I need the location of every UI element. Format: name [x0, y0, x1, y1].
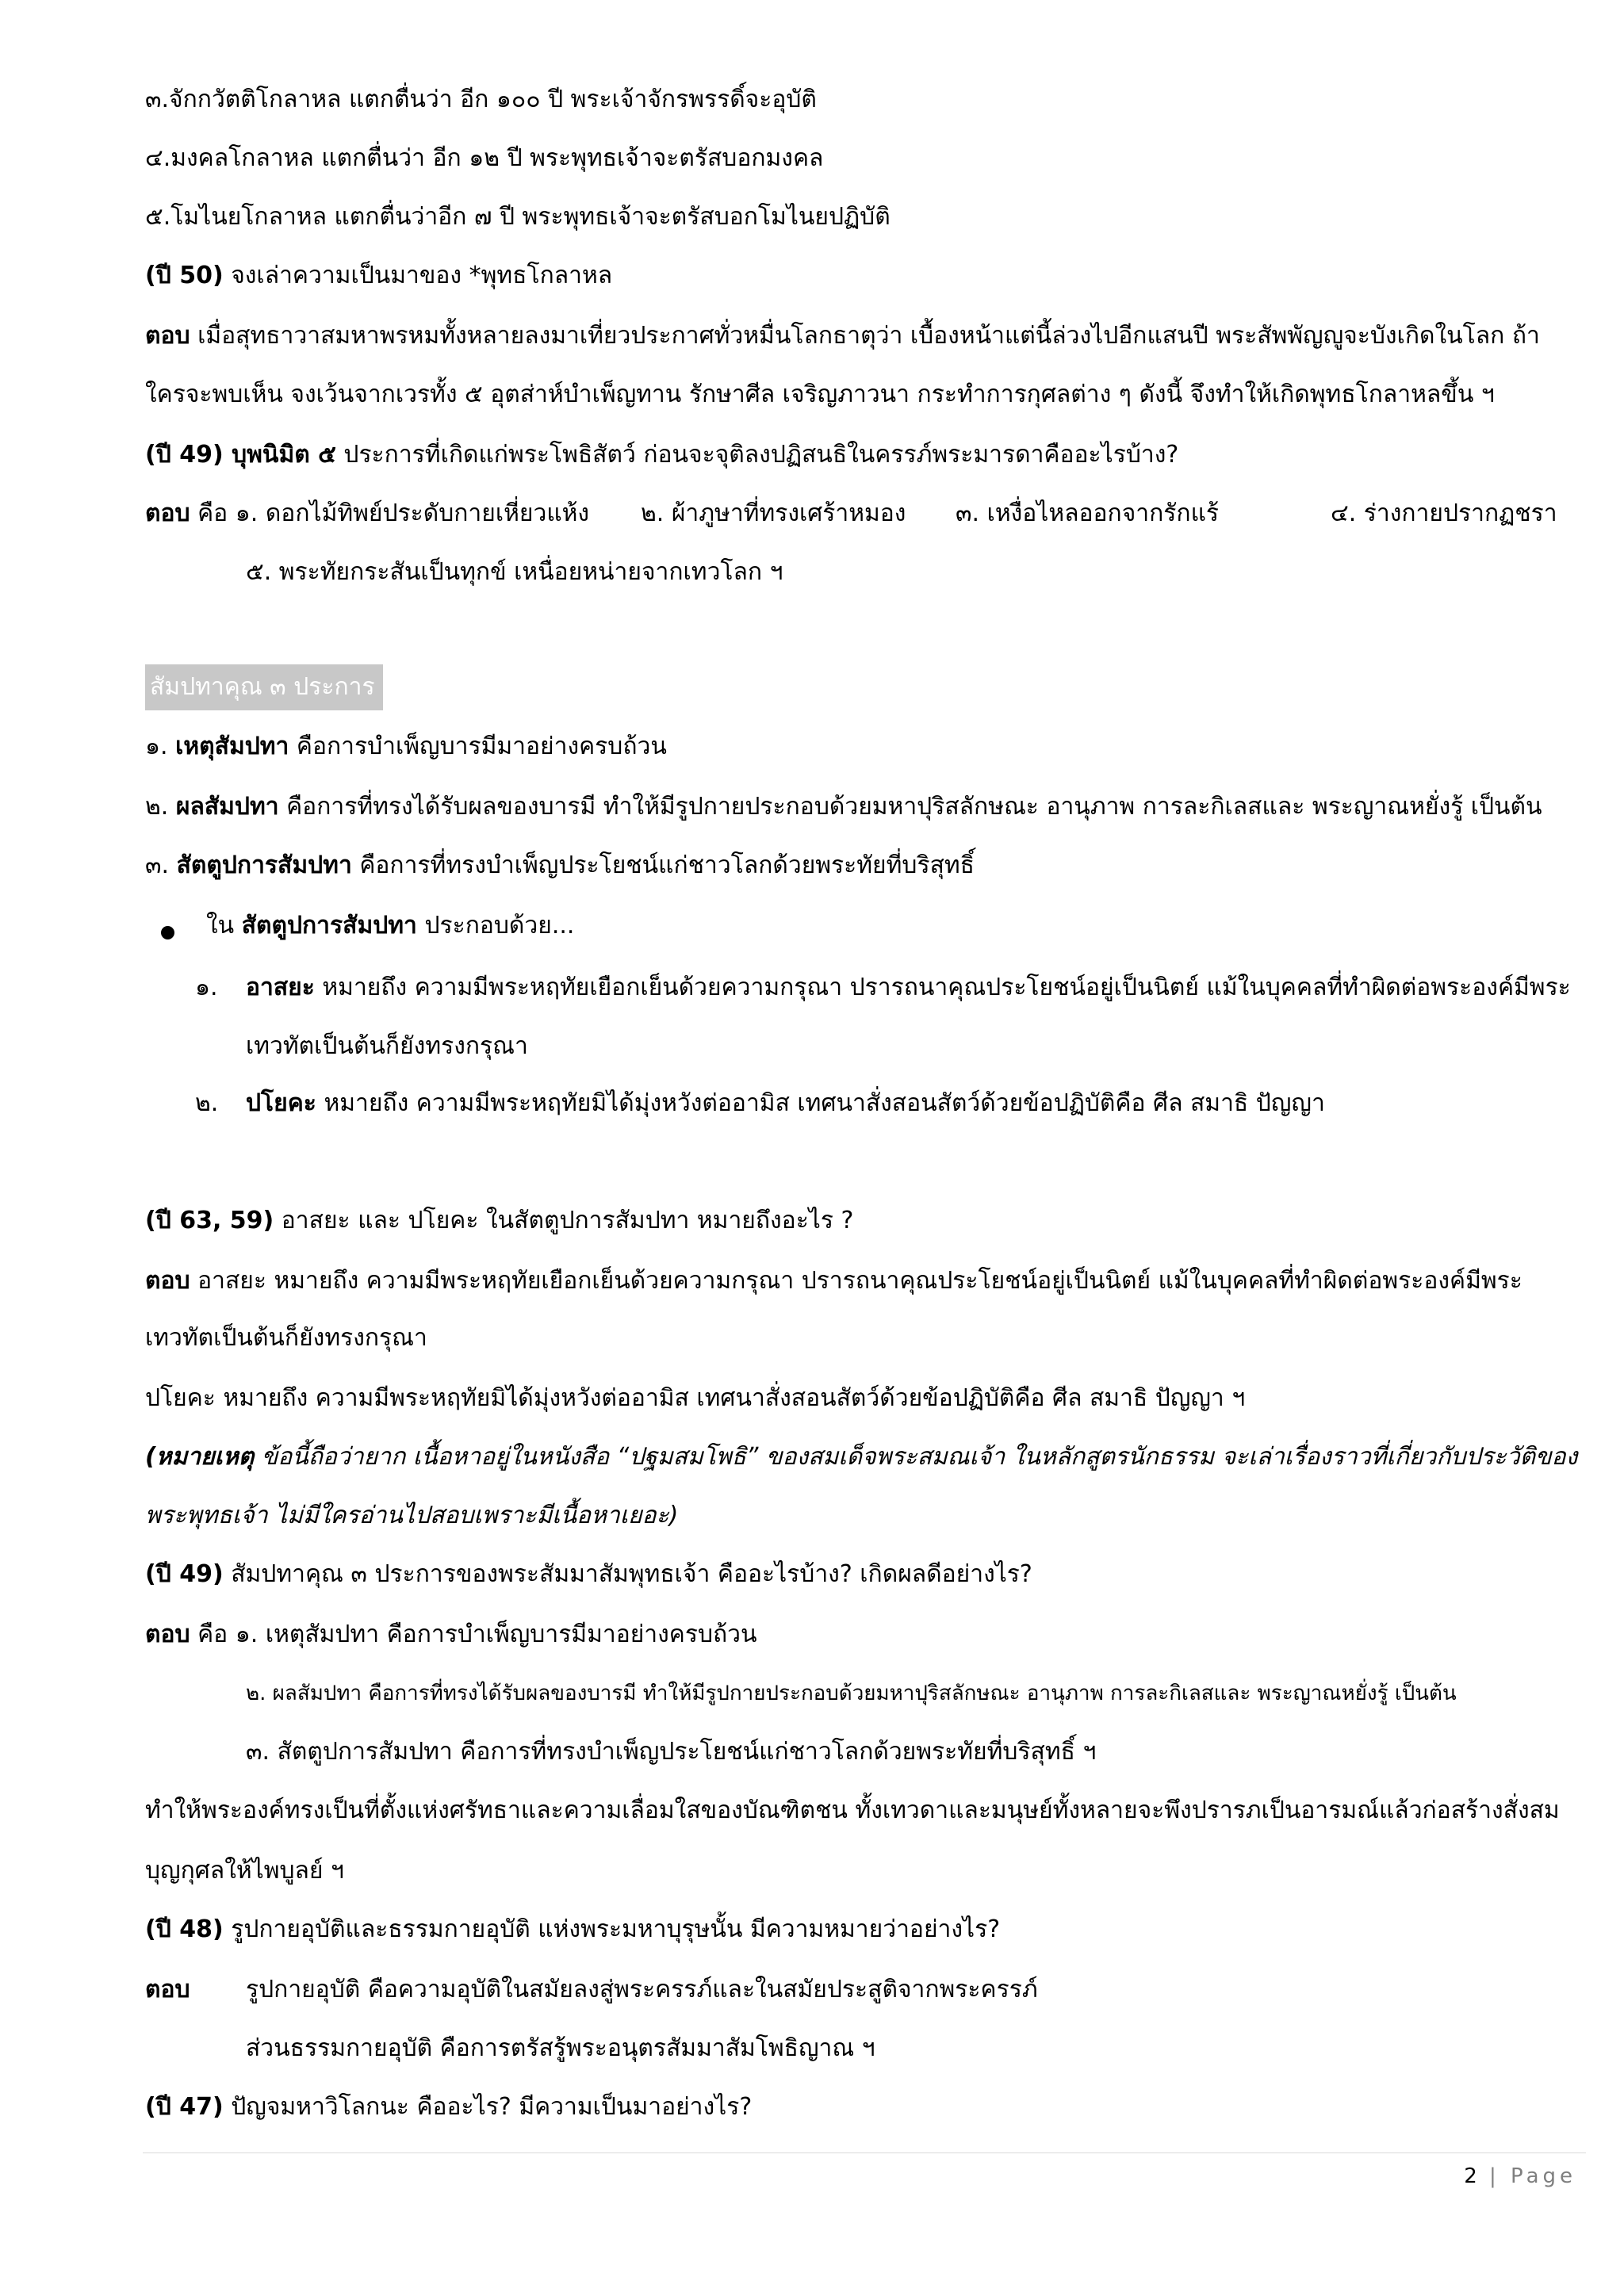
- answer-label: ตอบ: [145, 1976, 190, 2003]
- question-text: จงเล่าความเป็นมาของ *พุทธโกลาหล: [223, 262, 613, 289]
- answer-text: คือ ๑. เหตุสัมปทา คือการบำเพ็ญบารมีมาอย่างครบถ้วน: [190, 1621, 757, 1648]
- answer-line: บุญกุศลให้ไพบูลย์ ฯ: [145, 1857, 344, 1885]
- note-line: พระพุทธเจ้า ไม่มีใครอ่านไปสอบเพราะมีเนื้อหาเยอะ): [145, 1502, 679, 1529]
- list-item: [145, 848, 975, 883]
- text-line: ๕.โมไนยโกลาหล แตกตื่นว่าอีก ๗ ปี พระพุทธเจ้าจะตรัสบอกโมไนยปฏิบัติ: [145, 203, 891, 231]
- question-text: สัมปทาคุณ ๓ ประการของพระสัมมาสัมพุทธเจ้า คืออะไรบ้าง? เกิดผลดีอย่างไร?: [223, 1560, 1032, 1588]
- text-line: ๓.จักกวัตติโกลาหล แตกตื่นว่า อีก ๑๐๐ ปี พระเจ้าจักรพรรดิ์จะอุบัติ: [145, 86, 817, 113]
- note-text: ข้อนี้ถือว่ายาก เนื้อหาอยู่ในหนังสือ “ปฐมสมโพธิ” ของสมเด็จพระสมณเจ้า ในหลักสูตรนักธรรม จะเล่าเรื่องราวที่เกี่ยวกับประวัติของ: [254, 1443, 1578, 1471]
- footer-divider: [143, 2152, 1586, 2153]
- answer-label: ตอบ: [145, 1267, 190, 1295]
- answer-line: [145, 319, 1540, 354]
- answer-text: อาสยะ หมายถึง ความมีพระหฤทัยเยือกเย็นด้วยความกรุณา ปรารถนาคุณประโยชน์อยู่เป็นนิตย์ แม้ในบุคคลที่ทำผิดต่อพระองค์มีพระ: [190, 1267, 1522, 1295]
- bullet-text: ประกอบด้วย...: [416, 912, 575, 939]
- answer-label: ตอบ: [145, 1621, 190, 1648]
- question-year-tag: (ปี 63, 59): [145, 1207, 274, 1234]
- answer-line: รูปกายอุบัติ คือความอุบัติในสมัยลงสู่พระครรภ์และในสมัยประสูติจากพระครรภ์: [246, 1976, 1038, 2003]
- list-item: [145, 790, 1542, 825]
- question-year-tag: (ปี 50): [145, 262, 224, 289]
- list-number: ๓.: [145, 851, 177, 879]
- list-text: คือการที่ทรงได้รับผลของบารมี ทำให้มีรูปกายประกอบด้วยมหาปุริสลักษณะ อานุภาพ การละกิเลสและ พระญาณหยั่งรู้ เป็นต้น: [278, 793, 1542, 821]
- answer-line: [145, 1617, 757, 1652]
- text-line: ๔.มงคลโกลาหล แตกตื่นว่า อีก ๑๒ ปี พระพุทธเจ้าจะตรัสบอกมงคล: [145, 144, 824, 172]
- answer-line: เทวทัตเป็นต้นก็ยังทรงกรุณา: [145, 1324, 427, 1352]
- question-year-tag: (ปี 49): [145, 1560, 224, 1588]
- section-heading: สัมปทาคุณ ๓ ประการ: [145, 664, 383, 710]
- page-footer: [1464, 2162, 1576, 2191]
- answer-line: ทำให้พระองค์ทรงเป็นที่ตั้งแห่งศรัทธาและความเลื่อมใสของบัณฑิตชน ทั้งเทวดาและมนุษย์ทั้งหลายจะพึงปรารภเป็นอารมณ์แล้วก่อสร้างสั่งสม: [145, 1797, 1560, 1824]
- answer-line: ปโยคะ หมายถึง ความมีพระหฤทัยมิได้มุ่งหวังต่ออามิส เทศนาสั่งสอนสัตว์ด้วยข้อปฏิบัติคือ ศีล สมาธิ ปัญญา ฯ: [145, 1384, 1246, 1412]
- answer-line: ๒. ผลสัมปทา คือการที่ทรงได้รับผลของบารมี ทำให้มีรูปกายประกอบด้วยมหาปุริสลักษณะ อานุภาพ การละกิเลสและ พระญาณหยั่งรู้ เป็นต้น: [246, 1682, 1457, 1705]
- sublist-item: [246, 970, 1571, 1005]
- answer-line: [145, 496, 589, 531]
- question-text: ปัญจมหาวิโลกนะ คืออะไร? มีความเป็นมาอย่างไร?: [223, 2093, 753, 2121]
- answer-text: เมื่อสุทธาวาสมหาพรหมทั้งหลายลงมาเที่ยวประกาศทั่วหมื่นโลกธาตุว่า เบื้องหน้าแต่นี้ล่วงไปอีกแสนปี พระสัพพัญญูจะบังเกิดในโลก ถ้า: [190, 322, 1540, 350]
- answer-item: ๒. ผ้าภูษาที่ทรงเศร้าหมอง: [641, 499, 906, 527]
- list-number: ๑.: [145, 733, 176, 760]
- note-label: (หมายเหตุ: [145, 1443, 255, 1471]
- question-line: [145, 438, 1178, 473]
- question-text: ประการที่เกิดแก่พระโพธิสัตว์ ก่อนจะจุติลงปฏิสนธิในครรภ์พระมารดาคืออะไรบ้าง?: [335, 441, 1179, 469]
- sublist-number: ๒.: [195, 1089, 219, 1117]
- list-number: ๒.: [145, 793, 176, 821]
- question-year-tag: (ปี 48): [145, 1915, 224, 1943]
- sublist-text: หมายถึง ความมีพระหฤทัยเยือกเย็นด้วยความกรุณา ปรารถนาคุณประโยชน์อยู่เป็นนิตย์ แม้ในบุคคลที่ทำผิดต่อพระองค์มีพระ: [314, 974, 1571, 1001]
- question-line: [145, 1912, 1000, 1947]
- list-text: คือการที่ทรงบำเพ็ญประโยชน์แก่ชาวโลกด้วยพระทัยที่บริสุทธิ์: [351, 851, 975, 879]
- sublist-number: ๑.: [195, 974, 218, 1001]
- question-line: [145, 1557, 1032, 1592]
- answer-line: ๓. สัตตูปการสัมปทา คือการที่ทรงบำเพ็ญประโยชน์แก่ชาวโลกด้วยพระทัยที่บริสุทธิ์ ฯ: [246, 1738, 1097, 1766]
- bullet-icon: [161, 926, 174, 939]
- bullet-prefix: ใน: [206, 912, 242, 939]
- question-line: [145, 1203, 853, 1238]
- answer-label: ตอบ: [145, 322, 190, 350]
- question-year-tag: (ปี 49): [145, 441, 224, 469]
- sublist-item: [246, 1086, 1325, 1121]
- question-text: อาสยะ และ ปโยคะ ในสัตตูปการสัมปทา หมายถึงอะไร ?: [274, 1207, 854, 1234]
- sublist-term: ปโยคะ: [246, 1089, 316, 1117]
- sublist-term: อาสยะ: [246, 974, 315, 1001]
- answer-line: [145, 1264, 1522, 1299]
- question-year-tag: (ปี 47): [145, 2093, 224, 2121]
- answer-item: ๕. พระทัยกระสันเป็นทุกข์ เหนื่อยหน่ายจากเทวโลก ฯ: [246, 558, 783, 586]
- answer-item: ๔. ร่างกายปรากฏชรา: [1331, 499, 1557, 527]
- sublist-text: เทวทัตเป็นต้นก็ยังทรงกรุณา: [246, 1032, 528, 1060]
- note-line: [145, 1440, 1577, 1475]
- list-item: [145, 729, 667, 764]
- answer-line: ใครจะพบเห็น จงเว้นจากเวรทั้ง ๕ อุตส่าห์บำเพ็ญทาน รักษาศีล เจริญภาวนา กระทำการกุศลต่าง ๆ ดังนี้ จึงทำให้เกิดพุทธโกลาหลขึ้น ฯ: [145, 381, 1495, 408]
- answer-text: คือ ๑. ดอกไม้ทิพย์ประดับกายเหี่ยวแห้ง: [190, 499, 590, 527]
- question-line: [145, 258, 612, 293]
- list-term: สัตตูปการสัมปทา: [176, 851, 352, 879]
- list-text: คือการบำเพ็ญบารมีมาอย่างครบถ้วน: [289, 733, 667, 760]
- page-label: | Page: [1478, 2164, 1576, 2188]
- page-number: 2: [1464, 2164, 1479, 2188]
- question-text: รูปกายอุบัติและธรรมกายอุบัติ แห่งพระมหาบุรุษนั้น มีความหมายว่าอย่างไร?: [223, 1915, 1001, 1943]
- bullet-item: [206, 909, 574, 943]
- answer-label: ตอบ: [145, 499, 190, 527]
- bullet-term: สัตตูปการสัมปทา: [241, 912, 417, 939]
- answer-item: ๓. เหงื่อไหลออกจากรักแร้: [956, 499, 1220, 527]
- question-bold-term: บุพนิมิต ๕: [223, 441, 336, 469]
- list-term: เหตุสัมปทา: [175, 733, 289, 760]
- answer-line: ส่วนธรรมกายอุบัติ คือการตรัสรู้พระอนุตรสัมมาสัมโพธิญาณ ฯ: [246, 2034, 875, 2062]
- sublist-text: หมายถึง ความมีพระหฤทัยมิได้มุ่งหวังต่ออามิส เทศนาสั่งสอนสัตว์ด้วยข้อปฏิบัติคือ ศีล สมาธิ ปัญญา: [316, 1089, 1325, 1117]
- question-line: [145, 2090, 752, 2125]
- list-term: ผลสัมปทา: [175, 793, 279, 821]
